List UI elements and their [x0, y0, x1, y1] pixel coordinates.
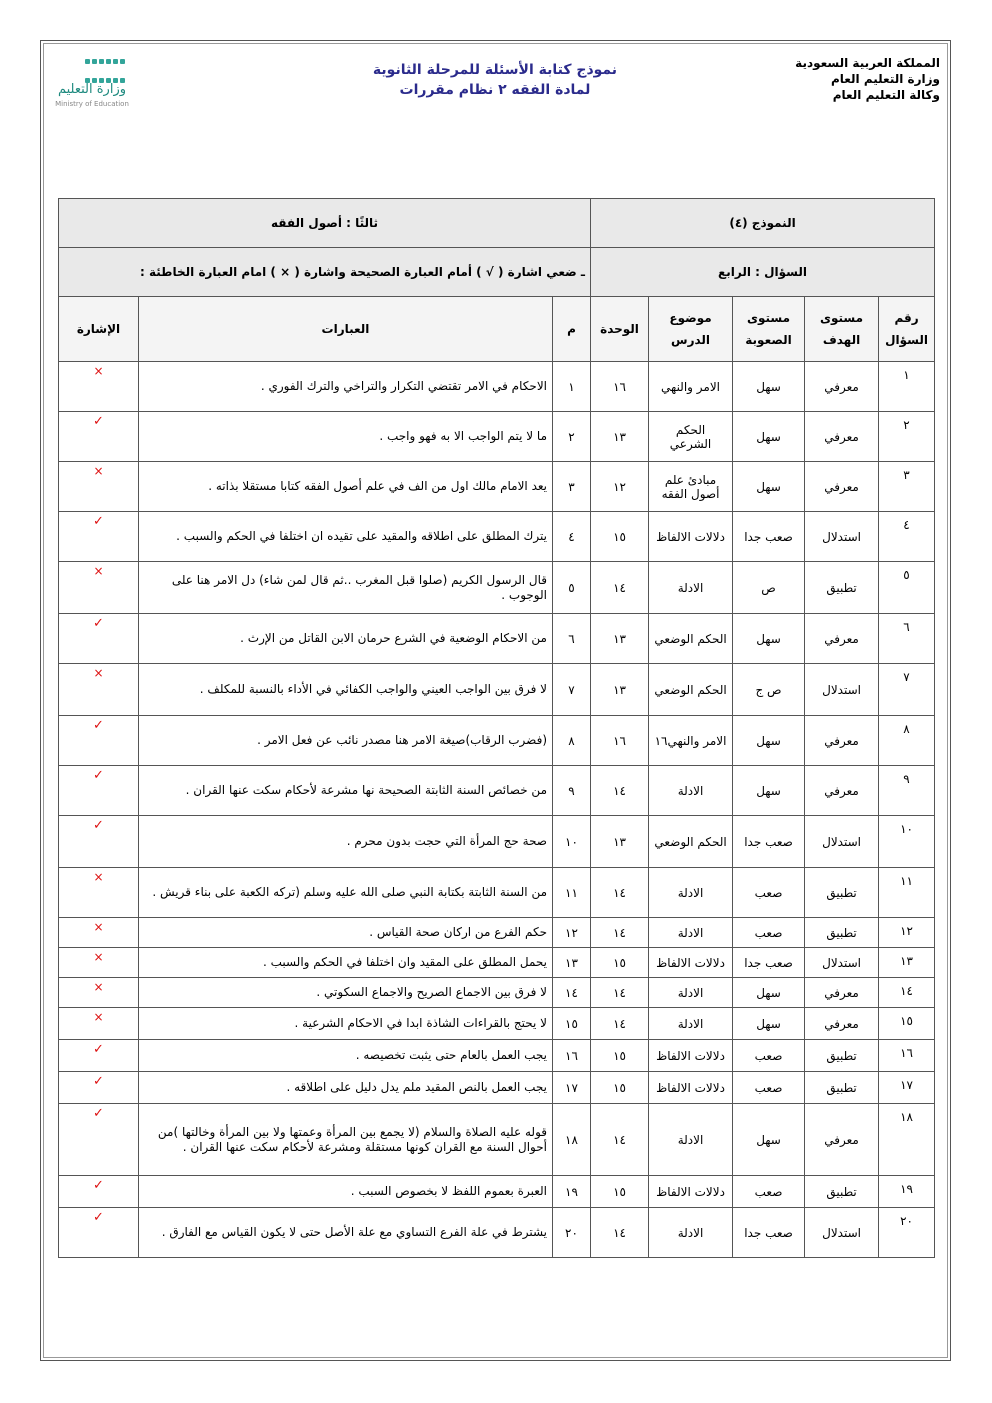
unit-number: ١٤: [591, 1208, 649, 1258]
question-label: السؤال : الرابع: [591, 248, 935, 297]
lesson-topic: الادلة: [649, 918, 733, 948]
difficulty-level: صعب جدا: [733, 948, 805, 978]
lesson-topic: الادلة: [649, 1008, 733, 1040]
answer-mark: ×: [59, 664, 139, 716]
difficulty-level: سهل: [733, 1104, 805, 1176]
item-index: ١٦: [553, 1040, 591, 1072]
item-index: ١١: [553, 868, 591, 918]
unit-number: ١٤: [591, 918, 649, 948]
question-number: ٦: [879, 614, 935, 664]
unit-number: ١٥: [591, 1176, 649, 1208]
table-row: [59, 562, 935, 614]
item-index: ١٧: [553, 1072, 591, 1104]
logo-english-text: Ministry of Education: [55, 100, 129, 108]
table-row: [59, 1176, 935, 1208]
statement-text: الاحكام في الامر تقتضي التكرار والتراخي والترك الفوري .: [139, 362, 553, 412]
answer-mark: ✓: [59, 1104, 139, 1176]
lesson-topic: الامر والنهي: [649, 362, 733, 412]
answer-mark: ✓: [59, 716, 139, 766]
item-index: ٣: [553, 462, 591, 512]
ministry-logo: [52, 50, 132, 112]
unit-number: ١٦: [591, 716, 649, 766]
questions-table: [58, 198, 935, 1258]
item-index: ٥: [553, 562, 591, 614]
col-header-mark: الإشارة: [59, 297, 139, 362]
table-row: [59, 918, 935, 948]
statement-text: قال الرسول الكريم (صلوا قبل المغرب ..ثم قال لمن شاء) دل الامر هنا على الوجوب .: [139, 562, 553, 614]
unit-number: ١٣: [591, 664, 649, 716]
table-row: [59, 1040, 935, 1072]
difficulty-level: صعب: [733, 1072, 805, 1104]
lesson-topic: الادلة: [649, 1208, 733, 1258]
item-index: ١٤: [553, 978, 591, 1008]
item-index: ٢: [553, 412, 591, 462]
difficulty-level: سهل: [733, 1008, 805, 1040]
statement-text: لا فرق بين الاجماع الصريح والاجماع السكوتي .: [139, 978, 553, 1008]
table-row: [59, 1008, 935, 1040]
goal-level: استدلال: [805, 816, 879, 868]
unit-number: ١٢: [591, 462, 649, 512]
answer-mark: ×: [59, 948, 139, 978]
form-info-row: [59, 199, 935, 248]
statement-text: يجب العمل بالنص المقيد ملم يدل دليل على اطلاقه .: [139, 1072, 553, 1104]
answer-mark: ×: [59, 362, 139, 412]
col-header-unit: الوحدة: [591, 297, 649, 362]
answer-mark: ✓: [59, 1040, 139, 1072]
lesson-topic: مبادئ علم أصول الفقه: [649, 462, 733, 512]
question-number: ٢٠: [879, 1208, 935, 1258]
table-row: [59, 412, 935, 462]
statement-text: ما لا يتم الواجب الا به فهو واجب .: [139, 412, 553, 462]
unit-number: ١٤: [591, 978, 649, 1008]
item-index: ٩: [553, 766, 591, 816]
lesson-topic: الحكم الوضعي: [649, 816, 733, 868]
column-header-row: [59, 297, 935, 362]
answer-mark: ✓: [59, 766, 139, 816]
lesson-topic: دلالات الالفاظ: [649, 1040, 733, 1072]
col-header-m: م: [553, 297, 591, 362]
difficulty-level: سهل: [733, 362, 805, 412]
goal-level: استدلال: [805, 664, 879, 716]
lesson-topic: الحكم الوضعي: [649, 664, 733, 716]
goal-level: تطبيق: [805, 562, 879, 614]
table-row: [59, 512, 935, 562]
document-title: [330, 60, 660, 100]
question-number: ١٩: [879, 1176, 935, 1208]
question-number: ٢: [879, 412, 935, 462]
table-row: [59, 362, 935, 412]
item-index: ١: [553, 362, 591, 412]
unit-number: ١٤: [591, 766, 649, 816]
logo-arabic-text: وزارة التعليم: [57, 82, 127, 97]
statement-text: من السنة الثابتة بكتابة النبي صلى الله عليه وسلم (تركه الكعبة على بناء قريش .: [139, 868, 553, 918]
lesson-topic: الادلة: [649, 978, 733, 1008]
item-index: ١٥: [553, 1008, 591, 1040]
difficulty-level: صعب: [733, 1040, 805, 1072]
answer-mark: ×: [59, 1008, 139, 1040]
statement-text: من خصائص السنة الثابتة الصحيحة نها مشرعة لأحكام سكت عنها القران .: [139, 766, 553, 816]
subtitle-line: لمادة الفقه ٢ نظام مقررات: [399, 82, 591, 98]
item-index: ٧: [553, 664, 591, 716]
table-row: [59, 948, 935, 978]
table-row: [59, 1208, 935, 1258]
difficulty-level: صعب جدا: [733, 1208, 805, 1258]
header-line: وزارة التعليم العام: [830, 72, 940, 86]
statement-text: يحمل المطلق على المقيد وان اختلفا في الحكم والسبب .: [139, 948, 553, 978]
item-index: ٤: [553, 512, 591, 562]
difficulty-level: صعب: [733, 918, 805, 948]
question-number: ٨: [879, 716, 935, 766]
section-label: ثالثًا : أصول الفقه: [59, 199, 591, 248]
unit-number: ١٦: [591, 362, 649, 412]
statement-text: العبرة بعموم اللفظ لا بخصوص السبب .: [139, 1176, 553, 1208]
statement-text: صحة حج المرأة التي حجت بدون محرم .: [139, 816, 553, 868]
col-header-statement: العبارات: [139, 297, 553, 362]
ministry-header: [795, 55, 940, 103]
difficulty-level: صعب جدا: [733, 512, 805, 562]
difficulty-level: صعب: [733, 1176, 805, 1208]
answer-mark: ✓: [59, 614, 139, 664]
goal-level: معرفي: [805, 362, 879, 412]
statement-text: يجب العمل بالعام حتى يثبت تخصيصه .: [139, 1040, 553, 1072]
goal-level: تطبيق: [805, 918, 879, 948]
question-number: ١٤: [879, 978, 935, 1008]
item-index: ١٣: [553, 948, 591, 978]
difficulty-level: سهل: [733, 978, 805, 1008]
table-row: [59, 716, 935, 766]
answer-mark: ×: [59, 868, 139, 918]
goal-level: معرفي: [805, 462, 879, 512]
lesson-topic: الادلة: [649, 766, 733, 816]
unit-number: ١٥: [591, 512, 649, 562]
unit-number: ١٤: [591, 1008, 649, 1040]
unit-number: ١٣: [591, 816, 649, 868]
lesson-topic: الامر والنهي١٦: [649, 716, 733, 766]
lesson-topic: دلالات الالفاظ: [649, 1072, 733, 1104]
goal-level: تطبيق: [805, 1072, 879, 1104]
lesson-topic: دلالات الالفاظ: [649, 512, 733, 562]
table-row: [59, 868, 935, 918]
difficulty-level: سهل: [733, 412, 805, 462]
lesson-topic: دلالات الالفاظ: [649, 1176, 733, 1208]
goal-level: معرفي: [805, 412, 879, 462]
answer-mark: ×: [59, 462, 139, 512]
goal-level: تطبيق: [805, 1176, 879, 1208]
statement-text: لا يحتج بالقراءات الشاذة ابدا في الاحكام الشرعية .: [139, 1008, 553, 1040]
goal-level: معرفي: [805, 978, 879, 1008]
unit-number: ١٥: [591, 948, 649, 978]
statement-text: يعد الامام مالك اول من الف في علم أصول الفقه كتابا مستقلا بذاته .: [139, 462, 553, 512]
unit-number: ١٣: [591, 412, 649, 462]
answer-mark: ×: [59, 562, 139, 614]
table-row: [59, 978, 935, 1008]
table-row: [59, 1072, 935, 1104]
col-header-difficulty: مستوى الصعوبة: [733, 297, 805, 362]
question-number: ١٠: [879, 816, 935, 868]
question-number: ١٧: [879, 1072, 935, 1104]
lesson-topic: الحكم الشرعي: [649, 412, 733, 462]
goal-level: استدلال: [805, 512, 879, 562]
difficulty-level: ص: [733, 562, 805, 614]
goal-level: معرفي: [805, 716, 879, 766]
table-row: [59, 462, 935, 512]
question-info-row: [59, 248, 935, 297]
answer-mark: ✓: [59, 1208, 139, 1258]
col-header-qnum: رقم السؤال: [879, 297, 935, 362]
table-row: [59, 1104, 935, 1176]
unit-number: ١٥: [591, 1072, 649, 1104]
answer-mark: ×: [59, 918, 139, 948]
question-number: ١٨: [879, 1104, 935, 1176]
model-label: النموذج (٤): [591, 199, 935, 248]
table-row: [59, 614, 935, 664]
unit-number: ١٤: [591, 868, 649, 918]
unit-number: ١٤: [591, 1104, 649, 1176]
answer-mark: ✓: [59, 816, 139, 868]
item-index: ١٢: [553, 918, 591, 948]
statement-text: يترك المطلق على اطلاقه والمقيد على تقيده ان اختلفا في الحكم والسبب .: [139, 512, 553, 562]
answer-mark: ✓: [59, 1176, 139, 1208]
statement-text: يشترط في علة الفرع التساوي مع علة الأصل حتى لا يكون القياس مع الفارق .: [139, 1208, 553, 1258]
table-row: [59, 664, 935, 716]
item-index: ١٩: [553, 1176, 591, 1208]
unit-number: ١٤: [591, 562, 649, 614]
instruction-text: ـ ضعي اشارة ( √ ) أمام العبارة الصحيحة واشارة ( × ) امام العبارة الخاطئة :: [59, 248, 591, 297]
statement-text: من الاحكام الوضعية في الشرع حرمان الابن القاتل من الإرث .: [139, 614, 553, 664]
title-line: نموذج كتابة الأسئلة للمرحلة الثانوية: [372, 62, 618, 78]
question-number: ٣: [879, 462, 935, 512]
goal-level: استدلال: [805, 948, 879, 978]
question-number: ٤: [879, 512, 935, 562]
difficulty-level: سهل: [733, 462, 805, 512]
difficulty-level: صعب: [733, 868, 805, 918]
unit-number: ١٣: [591, 614, 649, 664]
goal-level: معرفي: [805, 614, 879, 664]
statement-text: لا فرق بين الواجب العيني والواجب الكفائي في الأداء بالنسبة للمكلف .: [139, 664, 553, 716]
answer-mark: ✓: [59, 1072, 139, 1104]
table-row: [59, 766, 935, 816]
col-header-topic: موضوع الدرس: [649, 297, 733, 362]
lesson-topic: الادلة: [649, 868, 733, 918]
item-index: ٢٠: [553, 1208, 591, 1258]
unit-number: ١٥: [591, 1040, 649, 1072]
difficulty-level: سهل: [733, 766, 805, 816]
difficulty-level: سهل: [733, 716, 805, 766]
lesson-topic: الادلة: [649, 1104, 733, 1176]
question-number: ٥: [879, 562, 935, 614]
col-header-goal: مستوى الهدف: [805, 297, 879, 362]
goal-level: معرفي: [805, 1008, 879, 1040]
question-number: ١١: [879, 868, 935, 918]
lesson-topic: دلالات الالفاظ: [649, 948, 733, 978]
difficulty-level: ص ج: [733, 664, 805, 716]
goal-level: تطبيق: [805, 868, 879, 918]
goal-level: تطبيق: [805, 1040, 879, 1072]
item-index: ٦: [553, 614, 591, 664]
lesson-topic: الحكم الوضعي: [649, 614, 733, 664]
question-number: ١٥: [879, 1008, 935, 1040]
goal-level: معرفي: [805, 1104, 879, 1176]
answer-mark: ✓: [59, 412, 139, 462]
goal-level: معرفي: [805, 766, 879, 816]
statement-text: حكم الفرع من اركان صحة القياس .: [139, 918, 553, 948]
table-body: [59, 362, 935, 1258]
question-number: ١: [879, 362, 935, 412]
header-line: المملكة العربية السعودية: [795, 56, 940, 70]
question-number: ١٦: [879, 1040, 935, 1072]
statement-text: قوله عليه الصلاة والسلام (لا يجمع بين المرأة وعمتها ولا بين المرأة وخالتها )من أحوال السنة مع القران كونها مستقلة ومشرعة لأحكام سكت عنها القران .: [139, 1104, 553, 1176]
answer-mark: ×: [59, 978, 139, 1008]
statement-text: (فضرب الرقاب)صيغة الامر هنا مصدر نائب عن فعل الامر .: [139, 716, 553, 766]
question-number: ٩: [879, 766, 935, 816]
question-number: ١٢: [879, 918, 935, 948]
question-number: ٧: [879, 664, 935, 716]
difficulty-level: صعب جدا: [733, 816, 805, 868]
answer-mark: ✓: [59, 512, 139, 562]
item-index: ٨: [553, 716, 591, 766]
header-line: وكالة التعليم العام: [832, 88, 940, 102]
lesson-topic: الادلة: [649, 562, 733, 614]
table-row: [59, 816, 935, 868]
question-number: ١٣: [879, 948, 935, 978]
goal-level: استدلال: [805, 1208, 879, 1258]
item-index: ١٨: [553, 1104, 591, 1176]
difficulty-level: سهل: [733, 614, 805, 664]
item-index: ١٠: [553, 816, 591, 868]
